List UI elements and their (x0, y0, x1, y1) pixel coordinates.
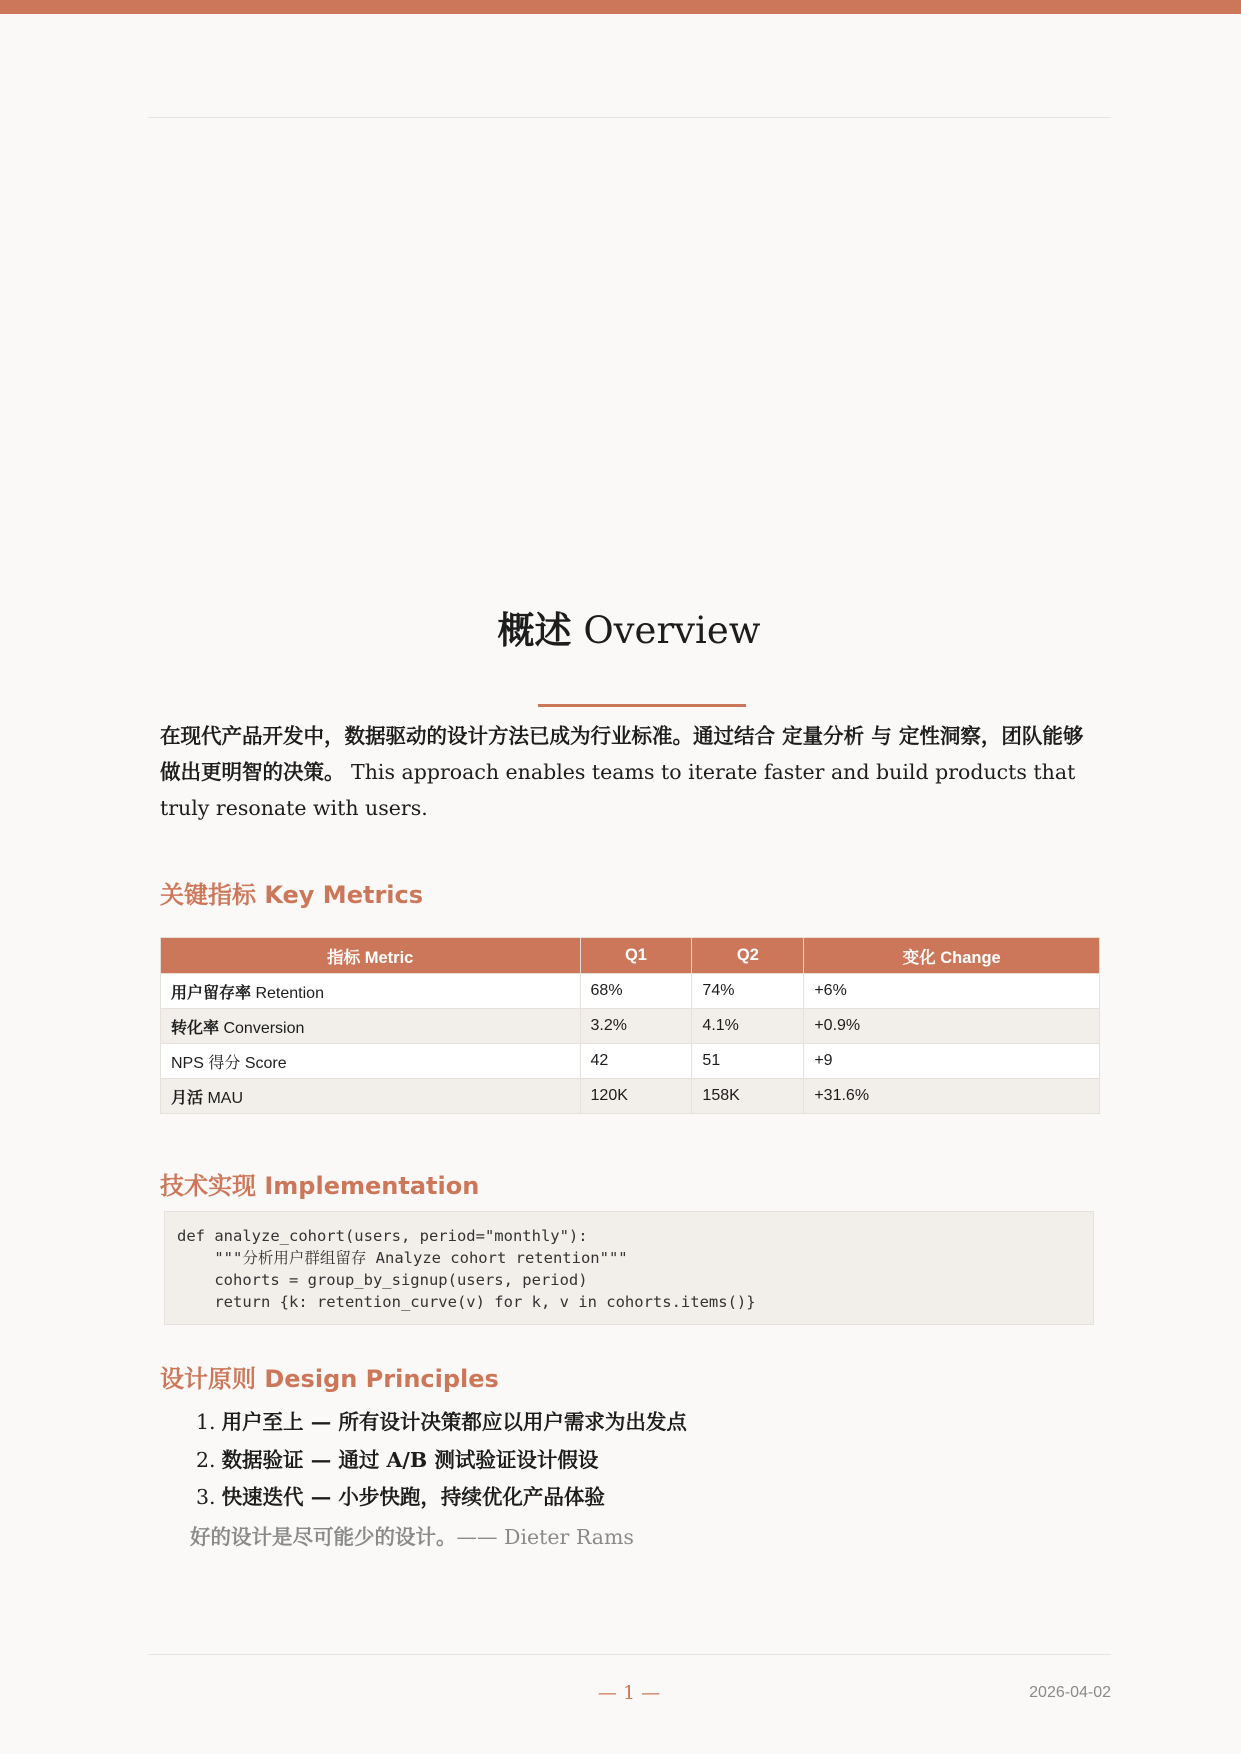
metric-cn: 用户留存率 (171, 982, 252, 1002)
list-item-text: 数据验证 — 通过 A/B 测试验证设计假设 (221, 1447, 599, 1472)
code-line: def analyze_cohort(users, period="monthly"): (177, 1227, 588, 1245)
metric-en: Conversion (223, 1019, 305, 1037)
table-header-cell: Q1 (580, 938, 692, 974)
intro-paragraph (160, 718, 1102, 826)
metric-en: Score (244, 1054, 287, 1072)
metrics-heading: 关键指标 Key Metrics (160, 881, 424, 909)
list-item (196, 1404, 1076, 1442)
page-number: — 1 — (597, 1682, 661, 1704)
change-cell: +9 (804, 1044, 1100, 1079)
principles-list (196, 1404, 1076, 1517)
list-item-number: 1. (196, 1410, 216, 1434)
q1-cell: 42 (580, 1044, 692, 1079)
table-row (161, 1009, 1100, 1044)
metric-cn: 转化率 (171, 1017, 220, 1037)
change-cell: +0.9% (804, 1009, 1100, 1044)
code-block (164, 1211, 1094, 1325)
top-accent-bar (0, 0, 1241, 14)
table-row (161, 1044, 1100, 1079)
header-rule (148, 117, 1111, 118)
code-line: cohorts = group_by_signup(users, period) (177, 1271, 588, 1289)
principles-heading: 设计原则 Design Principles (160, 1365, 499, 1393)
change-cell: +6% (804, 974, 1100, 1009)
q2-cell: 51 (692, 1044, 804, 1079)
q1-cell: 3.2% (580, 1009, 692, 1044)
footer-rule (148, 1654, 1111, 1655)
intro-rest-text: This approach enables teams to iterate faster and build products that truly resonate with users. (160, 760, 1076, 820)
list-item (196, 1479, 1076, 1517)
title-underline (538, 704, 746, 707)
q2-cell: 74% (692, 974, 804, 1009)
metric-cell (161, 974, 581, 1009)
page-title-cn: 概述 (497, 608, 572, 652)
table-row (161, 1079, 1100, 1114)
list-item (196, 1442, 1076, 1480)
footer-date: 2026-04-02 (1029, 1684, 1111, 1701)
q1-cell: 68% (580, 974, 692, 1009)
metric-cell (161, 1044, 581, 1079)
table-header-cell: 变化 Change (804, 938, 1100, 974)
change-cell: +31.6% (804, 1079, 1100, 1114)
quote (190, 1520, 634, 1550)
metric-en: MAU (207, 1089, 244, 1107)
metric-cn: 月活 (171, 1087, 204, 1107)
metric-cell (161, 1009, 581, 1044)
table-header-cell: Q2 (692, 938, 804, 974)
metric-cell (161, 1079, 581, 1114)
page-title-en: Overview (583, 609, 761, 652)
table-row (161, 974, 1100, 1009)
table-header-cell: 指标 Metric (161, 938, 581, 974)
metric-en: Retention (255, 984, 324, 1002)
q2-cell: 4.1% (692, 1009, 804, 1044)
list-item-text: 快速迭代 — 小步快跑，持续优化产品体验 (221, 1485, 605, 1509)
code-line: """分析用户群组留存 Analyze cohort retention""" (177, 1249, 628, 1267)
quote-text: 好的设计是尽可能少的设计。 (190, 1525, 457, 1549)
list-item-number: 3. (196, 1485, 216, 1509)
metric-cn: NPS 得分 (171, 1054, 241, 1072)
page-title (0, 608, 1241, 653)
code-line: return {k: retention_curve(v) for k, v in cohorts.items()} (177, 1293, 756, 1311)
list-item-number: 2. (196, 1447, 216, 1472)
table-header-row (161, 938, 1100, 974)
metrics-table (160, 937, 1100, 1114)
q2-cell: 158K (692, 1079, 804, 1114)
quote-attribution: —— Dieter Rams (456, 1525, 634, 1549)
q1-cell: 120K (580, 1079, 692, 1114)
intro-bold-text: 在现代产品开发中，数据驱动的设计方法已成为行业标准。通过结合 定量分析 与 定性洞察，团队能够做出更明智的决策。 (160, 724, 1084, 784)
implementation-heading: 技术实现 Implementation (160, 1172, 480, 1200)
list-item-text: 用户至上 — 所有设计决策都应以用户需求为出发点 (221, 1410, 687, 1434)
